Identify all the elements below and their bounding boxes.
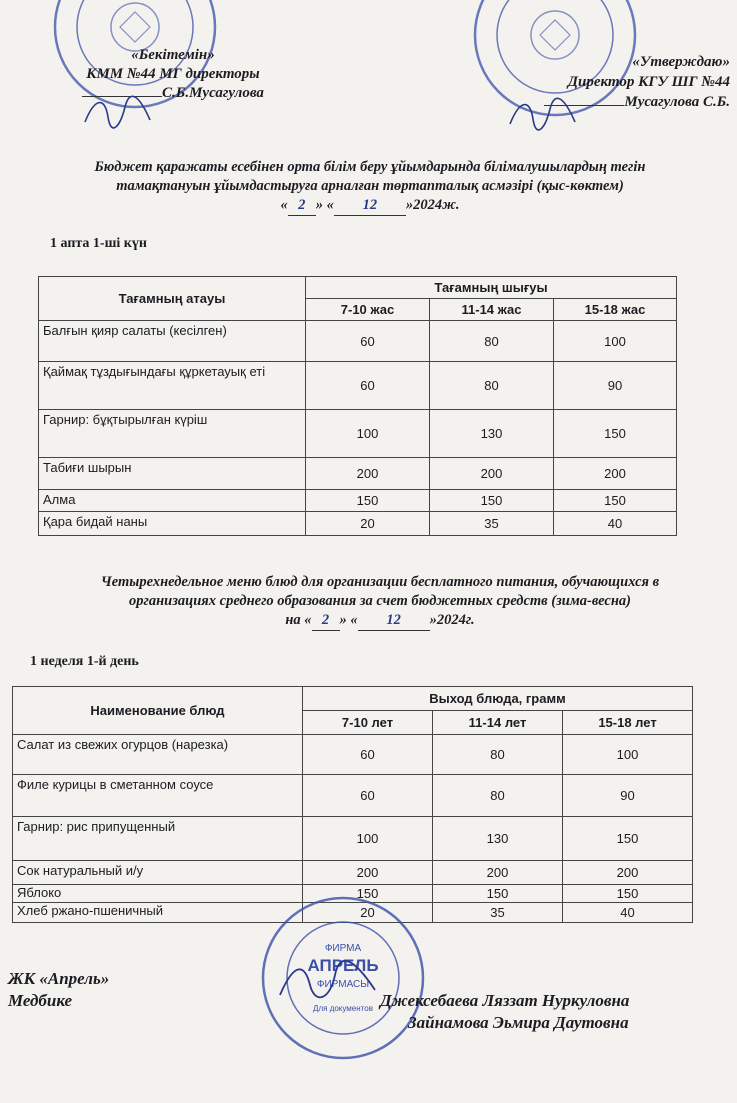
- dish-name: Яблоко: [13, 885, 303, 903]
- dish-name: Гарнир: рис припущенный: [13, 817, 303, 861]
- portion-value: 80: [433, 775, 563, 817]
- ru-age-group: 7-10 лет: [303, 711, 433, 735]
- ru-header-name: Наименование блюд: [13, 687, 303, 735]
- portion-value: 150: [433, 885, 563, 903]
- dish-name: Қаймақ тұздығындағы құркетауық еті: [39, 362, 306, 410]
- approval-heading-kz: «Бекітемін»: [131, 47, 215, 63]
- dish-name: Табиғи шырын: [39, 458, 306, 490]
- kz-menu-title: [50, 158, 690, 216]
- ru-menu-table: [12, 686, 693, 923]
- portion-value: 80: [430, 362, 554, 410]
- table-row: [39, 490, 677, 512]
- portion-value: 80: [430, 321, 554, 362]
- kz-age-group: 7-10 жас: [306, 299, 430, 321]
- ru-date-month: 12: [358, 611, 430, 631]
- portion-value: 60: [306, 321, 430, 362]
- org-name: ЖК «Апрель»: [8, 969, 110, 988]
- kz-age-group: 15-18 жас: [554, 299, 677, 321]
- portion-value: 60: [303, 735, 433, 775]
- portion-value: 150: [554, 410, 677, 458]
- dish-name: Филе курицы в сметанном соусе: [13, 775, 303, 817]
- table-row: [13, 817, 693, 861]
- kz-title-line1: Бюджет қаражаты есебінен орта білім беру ұйымдарында білімалушылардың тегін: [94, 159, 646, 175]
- ru-date-day: 2: [312, 611, 340, 631]
- portion-value: 200: [433, 861, 563, 885]
- kz-date-month: 12: [334, 196, 406, 216]
- approval-name-ru: Мусагулова С.Б.: [624, 94, 730, 110]
- portion-value: 60: [303, 775, 433, 817]
- portion-value: 35: [433, 903, 563, 923]
- kz-date: « 2 » « 12 »2024ж.: [50, 196, 690, 216]
- kz-header-yield: Тағамның шығуы: [306, 277, 677, 299]
- approval-name-kz: С.Б.Мусагулова: [162, 85, 264, 101]
- medic-signature: [275, 955, 385, 1005]
- stamp-firm-label: ФИРМА: [324, 943, 362, 954]
- portion-value: 20: [303, 903, 433, 923]
- portion-value: 100: [303, 817, 433, 861]
- signatory-1: Джексебаева Ляззат Нуркуловна: [380, 991, 630, 1010]
- kz-title-line2: тамақтануын ұйымдастыруға арналған төртапталық асмәзірі (қыс-көктем): [116, 178, 624, 194]
- dish-name: Балғын қияр салаты (кесілген): [39, 321, 306, 362]
- portion-value: 200: [306, 458, 430, 490]
- dish-name: Салат из свежих огурцов (нарезка): [13, 735, 303, 775]
- portion-value: 200: [303, 861, 433, 885]
- portion-value: 20: [306, 512, 430, 536]
- table-row: [39, 321, 677, 362]
- ru-menu-title: [40, 573, 720, 631]
- table-row: [13, 775, 693, 817]
- portion-value: 80: [433, 735, 563, 775]
- table-row: [39, 512, 677, 536]
- dish-name: Гарнир: бұқтырылған күріш: [39, 410, 306, 458]
- portion-value: 40: [554, 512, 677, 536]
- ru-header-yield: Выход блюда, грамм: [303, 687, 693, 711]
- portion-value: 150: [554, 490, 677, 512]
- approval-heading-ru: «Утверждаю»: [632, 54, 730, 70]
- stamp-firm-name: АПРЕЛЬ: [307, 956, 379, 975]
- approval-position-ru: Директор КГУ ШГ №44: [567, 74, 730, 90]
- kz-week-day: 1 апта 1-ші күн: [50, 236, 147, 251]
- table-row: [39, 458, 677, 490]
- ru-age-group: 15-18 лет: [563, 711, 693, 735]
- portion-value: 35: [430, 512, 554, 536]
- dish-name: Хлеб ржано-пшеничный: [13, 903, 303, 923]
- portion-value: 150: [563, 817, 693, 861]
- kz-age-group: 11-14 жас: [430, 299, 554, 321]
- kz-header-name: Тағамның атауы: [39, 277, 306, 321]
- portion-value: 150: [303, 885, 433, 903]
- stamp-docs-label: Для документов: [313, 1004, 373, 1013]
- portion-value: 90: [554, 362, 677, 410]
- ru-date: на « 2 » « 12 »2024г.: [40, 611, 720, 631]
- signature-block-right: [380, 990, 629, 1034]
- portion-value: 90: [563, 775, 693, 817]
- portion-value: 130: [430, 410, 554, 458]
- portion-value: 150: [306, 490, 430, 512]
- portion-value: 200: [563, 861, 693, 885]
- ru-title-line2: организациях среднего образования за счет бюджетных средств (зима-весна): [129, 593, 631, 609]
- portion-value: 150: [430, 490, 554, 512]
- signature-block-left: [8, 968, 109, 1012]
- portion-value: 60: [306, 362, 430, 410]
- portion-value: 150: [563, 885, 693, 903]
- director-signature-right: [505, 94, 585, 134]
- portion-value: 100: [306, 410, 430, 458]
- stamp-firm-sub: ФИРМАСЫ: [316, 979, 370, 990]
- portion-value: 130: [433, 817, 563, 861]
- portion-value: 100: [554, 321, 677, 362]
- kz-date-day: 2: [288, 196, 316, 216]
- table-row: [13, 735, 693, 775]
- signatory-2: Зайнамова Эьмира Даутовна: [408, 1013, 629, 1032]
- approval-position-kz: КММ №44 МГ директоры: [86, 66, 260, 82]
- director-signature-left: [80, 92, 160, 132]
- table-row: [13, 861, 693, 885]
- portion-value: 40: [563, 903, 693, 923]
- portion-value: 200: [554, 458, 677, 490]
- dish-name: Қара бидай наны: [39, 512, 306, 536]
- portion-value: 200: [430, 458, 554, 490]
- table-row: [39, 362, 677, 410]
- ru-title-line1: Четырехнедельное меню блюд для организации бесплатного питания, обучающихся в: [100, 574, 660, 590]
- kz-menu-table: [38, 276, 677, 536]
- ru-week-day: 1 неделя 1-й день: [30, 654, 139, 669]
- portion-value: 100: [563, 735, 693, 775]
- role-label: Медбике: [8, 991, 73, 1010]
- dish-name: Алма: [39, 490, 306, 512]
- ru-age-group: 11-14 лет: [433, 711, 563, 735]
- dish-name: Сок натуральный и/у: [13, 861, 303, 885]
- table-row: [39, 410, 677, 458]
